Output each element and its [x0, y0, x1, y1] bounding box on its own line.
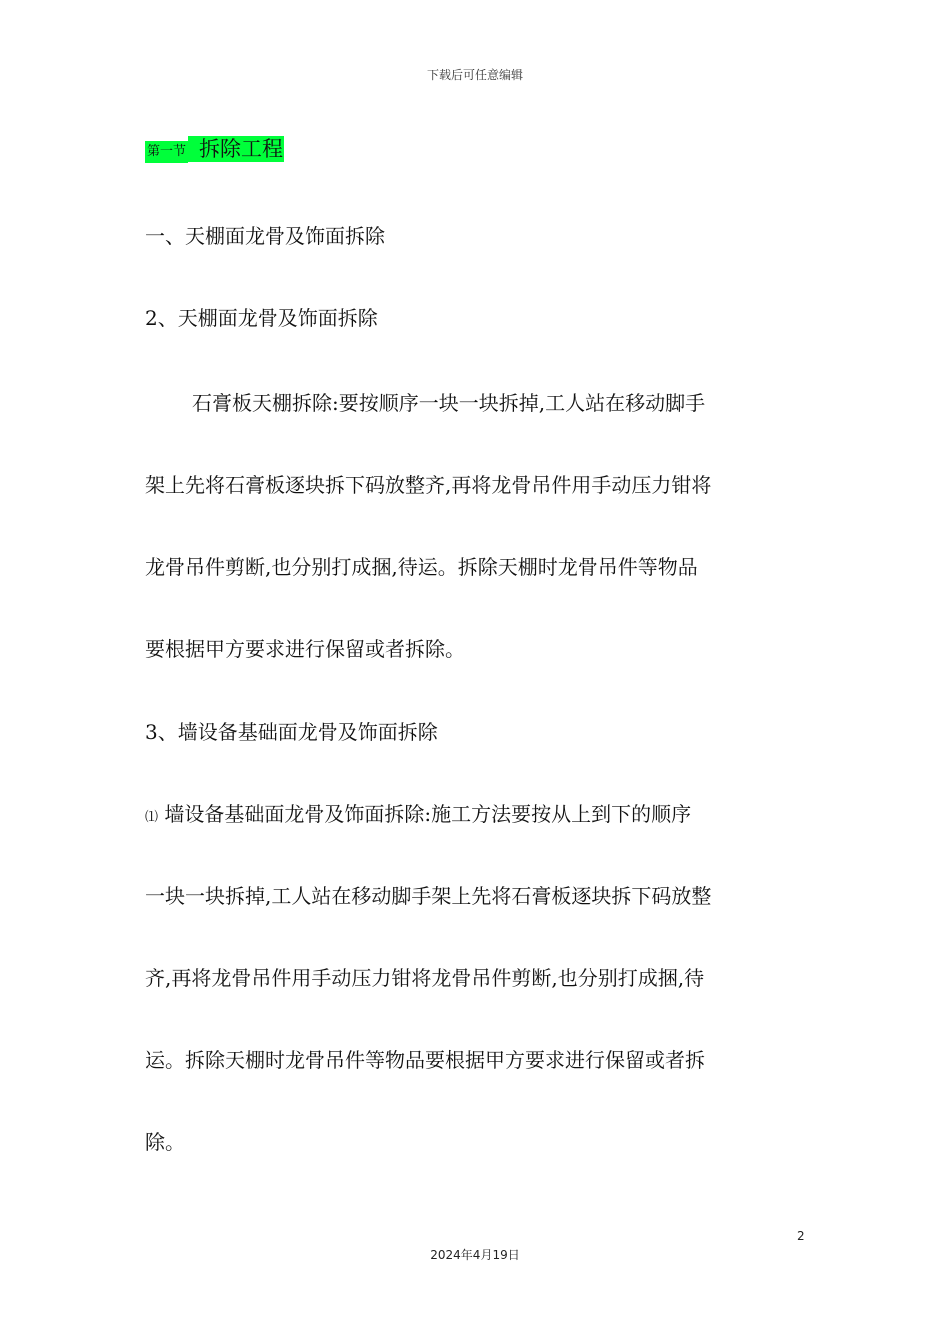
- paragraph-2-line-1-text: 墙设备基础面龙骨及饰面拆除:施工方法要按从上到下的顺序: [164, 802, 692, 826]
- paragraph-1-line-2: 架上先将石膏板逐块拆下码放整齐,再将龙骨吊件用手动压力钳将: [145, 473, 712, 497]
- footer-date: 2024年4月19日: [430, 1248, 520, 1262]
- section-heading: 拆除工程: [199, 137, 284, 161]
- page-number: 2: [797, 1229, 805, 1243]
- paragraph-2-line-3: 齐,再将龙骨吊件用手动压力钳将龙骨吊件剪断,也分别打成捆,待: [145, 966, 705, 990]
- paragraph-2-line-2: 一块一块拆掉,工人站在移动脚手架上先将石膏板逐块拆下码放整: [145, 884, 712, 908]
- heading-2: 2、天棚面龙骨及饰面拆除: [145, 306, 378, 330]
- list-marker: ⑴: [145, 810, 159, 825]
- page-header: 下载后可任意编辑: [426, 68, 523, 82]
- section-title: [145, 135, 284, 163]
- paragraph-1-line-3: 龙骨吊件剪断,也分别打成捆,待运。拆除天棚时龙骨吊件等物品: [145, 555, 698, 579]
- paragraph-2-line-5: 除。: [145, 1130, 185, 1154]
- paragraph-2-line-1: [145, 800, 810, 832]
- heading-3: 3、墙设备基础面龙骨及饰面拆除: [145, 720, 438, 744]
- highlight-gap: [188, 136, 198, 162]
- paragraph-1-line-4: 要根据甲方要求进行保留或者拆除。: [145, 637, 465, 661]
- paragraph-1-line-1: 石膏板天棚拆除:要按顺序一块一块拆掉,工人站在移动脚手: [192, 391, 706, 415]
- heading-1: 一、天棚面龙骨及饰面拆除: [145, 224, 385, 248]
- paragraph-2-line-4: 运。拆除天棚时龙骨吊件等物品要根据甲方要求进行保留或者拆: [145, 1048, 705, 1072]
- section-prefix: 第一节: [145, 141, 188, 163]
